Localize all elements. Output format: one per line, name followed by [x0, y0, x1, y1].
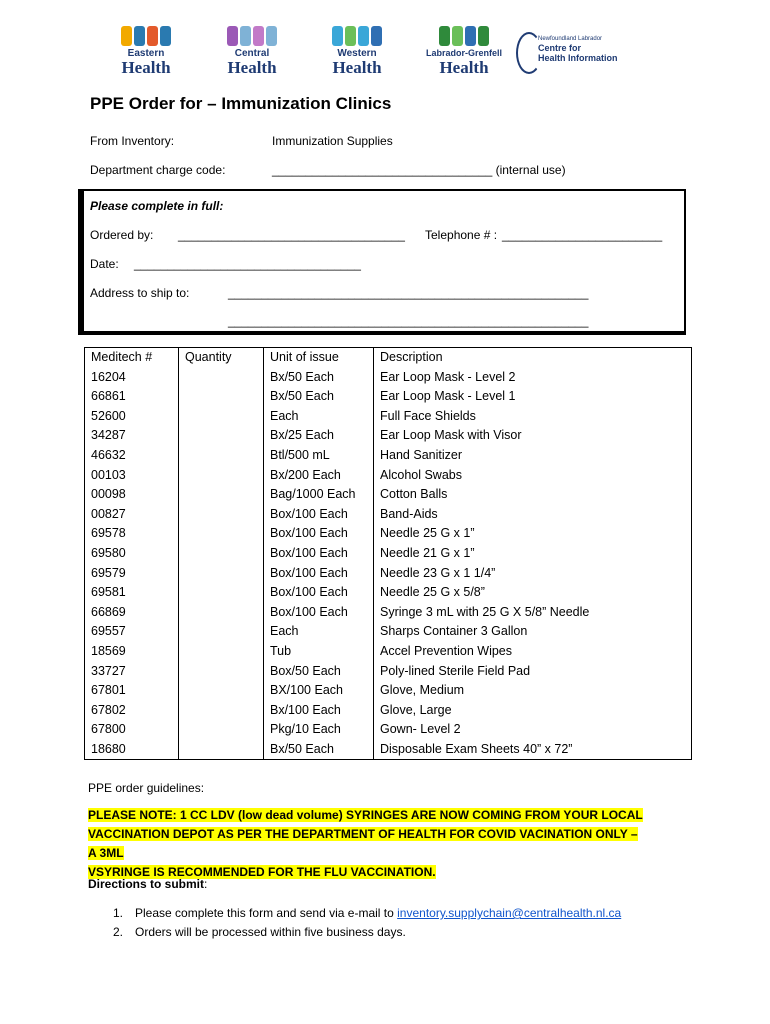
- eastern-health-icons: [104, 26, 188, 48]
- logo-figure-4: [160, 26, 171, 46]
- notice-line-3-text: VSYRINGE IS RECOMMENDED FOR THE FLU VACCINATION.: [88, 865, 436, 879]
- description-cell: Needle 25 G x 5/8”: [380, 585, 485, 600]
- description-cell: Gown- Level 2: [380, 722, 461, 737]
- western-health-logo: [316, 26, 398, 76]
- unit-cell: Bx/50 Each: [270, 741, 334, 756]
- description-cell: Accel Prevention Wipes: [380, 643, 513, 658]
- items-table: [84, 347, 692, 760]
- quantity-cell[interactable]: [179, 583, 263, 603]
- unit-cell: Each: [270, 408, 299, 423]
- meditech-header: Meditech #: [91, 350, 153, 364]
- quantity-cell[interactable]: [179, 642, 263, 662]
- directions-colon: :: [204, 877, 208, 891]
- meditech-cell: 00098: [91, 487, 126, 502]
- quantity-cell[interactable]: [179, 564, 263, 584]
- from-inventory-value: Immunization Supplies: [272, 134, 393, 148]
- unit-cell: Bx/50 Each: [270, 369, 334, 384]
- nlchi-name: [538, 43, 618, 63]
- step-2-text: Orders will be processed within five business days.: [135, 925, 406, 939]
- address-field-line1[interactable]: ______________________________________________________: [228, 286, 589, 300]
- description-cell: Syringe 3 mL with 25 G X 5/8” Needle: [380, 604, 590, 619]
- central-health-icons: [212, 26, 292, 48]
- logo-figure-2: [452, 26, 463, 46]
- telephone-field[interactable]: ________________________: [502, 228, 663, 242]
- nlchi-logo: [516, 30, 636, 80]
- page-title: PPE Order for – Immunization Clinics: [90, 94, 392, 113]
- logo-health-word: Health: [227, 58, 277, 77]
- meditech-cell: 16204: [91, 369, 126, 384]
- date-field[interactable]: __________________________________: [134, 257, 361, 271]
- unit-header: Unit of issue: [270, 350, 339, 364]
- description-cell: Cotton Balls: [380, 487, 448, 502]
- logo-figure-4: [478, 26, 489, 46]
- quantity-header: Quantity: [185, 350, 232, 364]
- description-values: [374, 368, 691, 760]
- quantity-cell[interactable]: [179, 466, 263, 486]
- unit-cell: Bag/1000 Each: [270, 487, 356, 502]
- logo-figure-3: [147, 26, 158, 46]
- logo-figure-1: [439, 26, 450, 46]
- logo-figure-4: [371, 26, 382, 46]
- logo-figure-2: [134, 26, 145, 46]
- unit-cell: Box/100 Each: [270, 506, 348, 521]
- unit-cell: Box/100 Each: [270, 565, 348, 580]
- quantity-cell[interactable]: [179, 368, 263, 388]
- meditech-cell: 34287: [91, 428, 126, 443]
- logo-region-name: Labrador-Grenfell: [425, 48, 502, 58]
- logo-figure-1: [121, 26, 132, 46]
- telephone-label: Telephone # :: [425, 228, 498, 242]
- description-cell: Needle 21 G x 1”: [380, 545, 475, 560]
- central-health-logo: [212, 26, 292, 76]
- quantity-cell[interactable]: [179, 701, 263, 721]
- unit-cell: Box/100 Each: [270, 604, 348, 619]
- quantity-cell[interactable]: [179, 603, 263, 623]
- logo-figure-3: [358, 26, 369, 46]
- description-header: Description: [380, 350, 443, 364]
- nlchi-line2: Health Information: [538, 53, 618, 63]
- unit-cell: Box/50 Each: [270, 663, 341, 678]
- unit-cell: Bx/100 Each: [270, 702, 341, 717]
- meditech-cell: 67800: [91, 722, 126, 737]
- quantity-column: [179, 348, 264, 760]
- logo-figure-2: [345, 26, 356, 46]
- meditech-cell: 52600: [91, 408, 126, 423]
- meditech-cell: 33727: [91, 663, 126, 678]
- directions-label: Directions to submit: [88, 877, 205, 891]
- unit-cell: Bx/50 Each: [270, 389, 334, 404]
- quantity-cell[interactable]: [179, 426, 263, 446]
- quantity-cell[interactable]: [179, 485, 263, 505]
- logo-figure-1: [332, 26, 343, 46]
- logo-health-word: Health: [332, 58, 382, 77]
- step-1-number: 1.: [113, 906, 124, 920]
- meditech-cell: 66861: [91, 389, 126, 404]
- unit-cell: Box/100 Each: [270, 526, 348, 541]
- complete-in-full-heading: Please complete in full:: [90, 199, 224, 213]
- description-cell: Needle 25 G x 1”: [380, 526, 475, 541]
- meditech-cell: 18680: [91, 741, 126, 756]
- unit-cell: Bx/200 Each: [270, 467, 341, 482]
- quantity-cell[interactable]: [179, 681, 263, 701]
- unit-column: [264, 348, 374, 760]
- unit-cell: Box/100 Each: [270, 585, 348, 600]
- logo-region-name: Central: [234, 48, 270, 59]
- notice-line-1: [88, 806, 648, 825]
- directions-heading: [88, 877, 207, 891]
- logo-figure-4: [266, 26, 277, 46]
- step-2: [113, 925, 406, 939]
- nlchi-small-text: Newfoundland Labrador: [538, 36, 603, 42]
- quantity-cell[interactable]: [179, 524, 263, 544]
- meditech-cell: 00827: [91, 506, 126, 521]
- syringe-notice: [88, 806, 648, 882]
- unit-cell: Box/100 Each: [270, 545, 348, 560]
- step-2-number: 2.: [113, 925, 124, 939]
- meditech-cell: 66869: [91, 604, 126, 619]
- description-cell: Ear Loop Mask with Visor: [380, 428, 522, 443]
- meditech-values: [85, 368, 178, 760]
- notice-line-1-text: PLEASE NOTE: 1 CC LDV (low dead volume) SYRINGES ARE NOW COMING FROM YOUR LOCAL: [88, 808, 643, 822]
- labrador-grenfell-health-logo: [414, 26, 514, 76]
- meditech-cell: 67801: [91, 683, 126, 698]
- description-cell: Glove, Medium: [380, 683, 465, 698]
- meditech-cell: 00103: [91, 467, 126, 482]
- unit-cell: Tub: [270, 643, 292, 658]
- step-1-text: Please complete this form and send via e-mail to: [135, 906, 398, 920]
- description-cell: Band-Aids: [380, 506, 438, 521]
- unit-cell: Bx/25 Each: [270, 428, 334, 443]
- meditech-cell: 69578: [91, 526, 126, 541]
- quantity-cell[interactable]: [179, 387, 263, 407]
- logo-figure-1: [227, 26, 238, 46]
- meditech-cell: 69557: [91, 624, 126, 639]
- meditech-cell: 46632: [91, 447, 126, 462]
- meditech-cell: 18569: [91, 643, 126, 658]
- dept-code-field[interactable]: _________________________________ (internal use): [272, 163, 566, 177]
- description-cell: Full Face Shields: [380, 408, 476, 423]
- quantity-cell[interactable]: [179, 622, 263, 642]
- logo-region-name: Western: [337, 48, 377, 59]
- description-cell: Needle 23 G x 1 1/4”: [380, 565, 496, 580]
- address-label: Address to ship to:: [90, 286, 190, 300]
- quantity-cell[interactable]: [179, 740, 263, 760]
- email-link[interactable]: inventory.supplychain@centralhealth.nl.ca: [397, 906, 622, 920]
- description-cell: Disposable Exam Sheets 40” x 72”: [380, 741, 573, 756]
- quantity-cell[interactable]: [179, 720, 263, 740]
- nlchi-line1: Centre for: [538, 43, 582, 53]
- guidelines-heading: PPE order guidelines:: [88, 781, 205, 795]
- notice-line-2: [88, 825, 648, 863]
- western-health-icons: [316, 26, 398, 48]
- quantity-cell[interactable]: [179, 662, 263, 682]
- quantity-cell[interactable]: [179, 407, 263, 427]
- description-column: [374, 348, 692, 760]
- logo-figure-3: [253, 26, 264, 46]
- quantity-cell[interactable]: [179, 505, 263, 525]
- ordered-by-field[interactable]: __________________________________: [178, 228, 405, 242]
- quantity-cell[interactable]: [179, 544, 263, 564]
- unit-cell: Each: [270, 624, 299, 639]
- unit-cell: Btl/500 mL: [270, 447, 330, 462]
- description-cell: Ear Loop Mask - Level 2: [380, 369, 516, 384]
- description-cell: Alcohol Swabs: [380, 467, 462, 482]
- eastern-health-logo: [104, 26, 188, 76]
- description-cell: Sharps Container 3 Gallon: [380, 624, 528, 639]
- unit-cell: BX/100 Each: [270, 683, 343, 698]
- description-cell: Hand Sanitizer: [380, 447, 462, 462]
- logo-health-word: Health: [121, 58, 171, 77]
- description-cell: Poly-lined Sterile Field Pad: [380, 663, 531, 678]
- date-label: Date:: [90, 257, 119, 271]
- address-field-line2[interactable]: ______________________________________________________: [228, 314, 589, 328]
- meditech-cell: 69579: [91, 565, 126, 580]
- meditech-cell: 69580: [91, 545, 126, 560]
- dept-code-label: Department charge code:: [90, 163, 226, 177]
- meditech-column: [85, 348, 179, 760]
- description-cell: Glove, Large: [380, 702, 452, 717]
- logo-figure-2: [240, 26, 251, 46]
- logo-figure-3: [465, 26, 476, 46]
- step-1: [113, 906, 621, 920]
- meditech-cell: 69581: [91, 585, 126, 600]
- unit-cell: Pkg/10 Each: [270, 722, 341, 737]
- quantity-values: [179, 368, 263, 760]
- items-table-body: [85, 348, 692, 760]
- unit-values: [264, 368, 373, 760]
- quantity-cell[interactable]: [179, 446, 263, 466]
- from-inventory-label: From Inventory:: [90, 134, 175, 148]
- ordered-by-label: Ordered by:: [90, 228, 154, 242]
- labrador-grenfell-icons: [414, 26, 514, 48]
- logo-health-word: Health: [439, 58, 489, 77]
- notice-line-2-text: VACCINATION DEPOT AS PER THE DEPARTMENT OF HEALTH FOR COVID VACINATION ONLY – A 3ML: [88, 827, 638, 860]
- logo-region-name: Eastern: [127, 48, 165, 59]
- meditech-cell: 67802: [91, 702, 126, 717]
- description-cell: Ear Loop Mask - Level 1: [380, 389, 516, 404]
